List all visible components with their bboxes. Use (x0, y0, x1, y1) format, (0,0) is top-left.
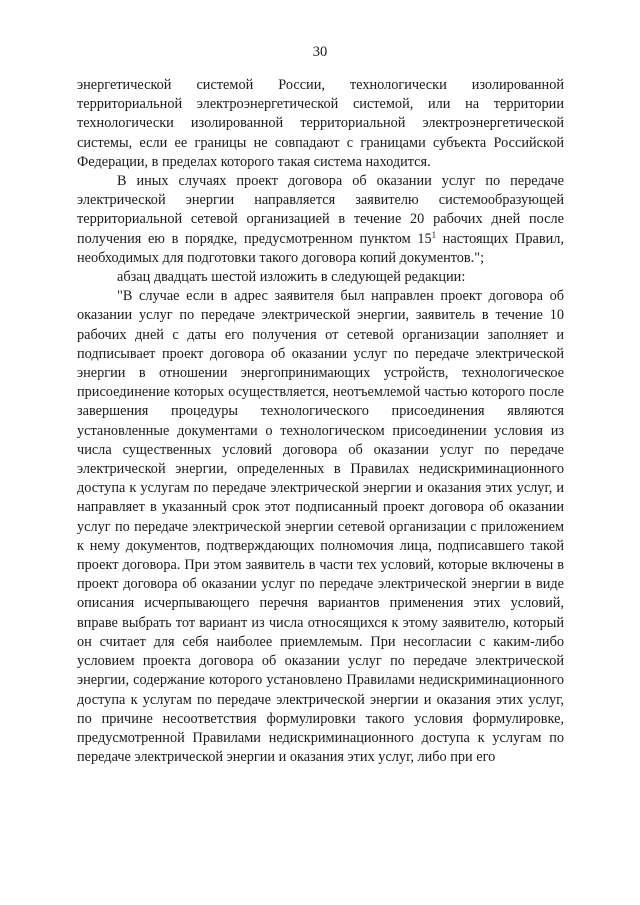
paragraph-amendment-instruction: абзац двадцать шестой изложить в следующей редакции: (117, 269, 466, 286)
page-number: 30 (312, 44, 328, 60)
paragraph-continuation: энергетической системой России, технологически изолированной территориальной электроэнергетической системой, или на территории технологически изолированной территориальной электроэнергетической системы, если ее границы не совпадают с границами субъекта Российской Федерации, в пределах которого такая система находится. (77, 77, 564, 170)
paragraph-text-after-superscript: настоящих Правил, необходимых для подготовки такого договора копий документов."; (77, 230, 565, 266)
document-body (77, 76, 564, 767)
paragraph-project-sending (77, 172, 564, 268)
superscript-index: 1 (431, 229, 437, 240)
paragraph-new-wording: "В случае если в адрес заявителя был направлен проект договора об оказании услуг по передаче электрической энергии, заявитель в течение 10 рабочих дней с даты его получения от сетевой организации заполняет и подписывает проект договора об оказании услуг по передаче электрической энергии в отношении энергопринимающих устройств, технологическое присоединение которых осуществляется, неотъемлемой частью которого после завершения процедуры технологического присоединения являются установленные документами о технологическом присоединении условия из числа существенных условий договора об оказании услуг по передаче электрической энергии, определенных в Правилах недискриминационного доступа к услугам по передаче электрической энергии и оказания этих услуг, и направляет в указанный срок этот подписанный проект договора об оказании услуг по передаче электрической энергии сетевой организации с приложением к нему документов, подтверждающих полномочия лица, подписавшего такой проект договора. При этом заявитель в части тех условий, которые включены в проект договора об оказании услуг по передаче электрической энергии в виде описания исчерпывающего перечня вариантов применения этих условий, вправе выбрать тот вариант из числа относящихся к этому заявителю, который он считает для себя наиболее приемлемым. При несогласии с каким-либо условием проекта договора об оказании услуг по передаче электрической энергии, содержание которого установлено Правилами недискриминационного доступа к услугам по передаче электрической энергии и оказания этих услуг, по причине несоответствия формулировки такого условия формулировке, предусмотренной Правилами недискриминационного доступа к услугам по передаче электрической энергии и оказания этих услуг, либо при его (77, 288, 564, 766)
paragraph-text-before-superscript: В иных случаях проект договора об оказании услуг по передаче электрической энергии направляется заявителю системообразующей территориальной сетевой организацией в течение 20 рабочих дней после получения ею в порядке, предусмотренном пунктом 15 (77, 173, 564, 247)
